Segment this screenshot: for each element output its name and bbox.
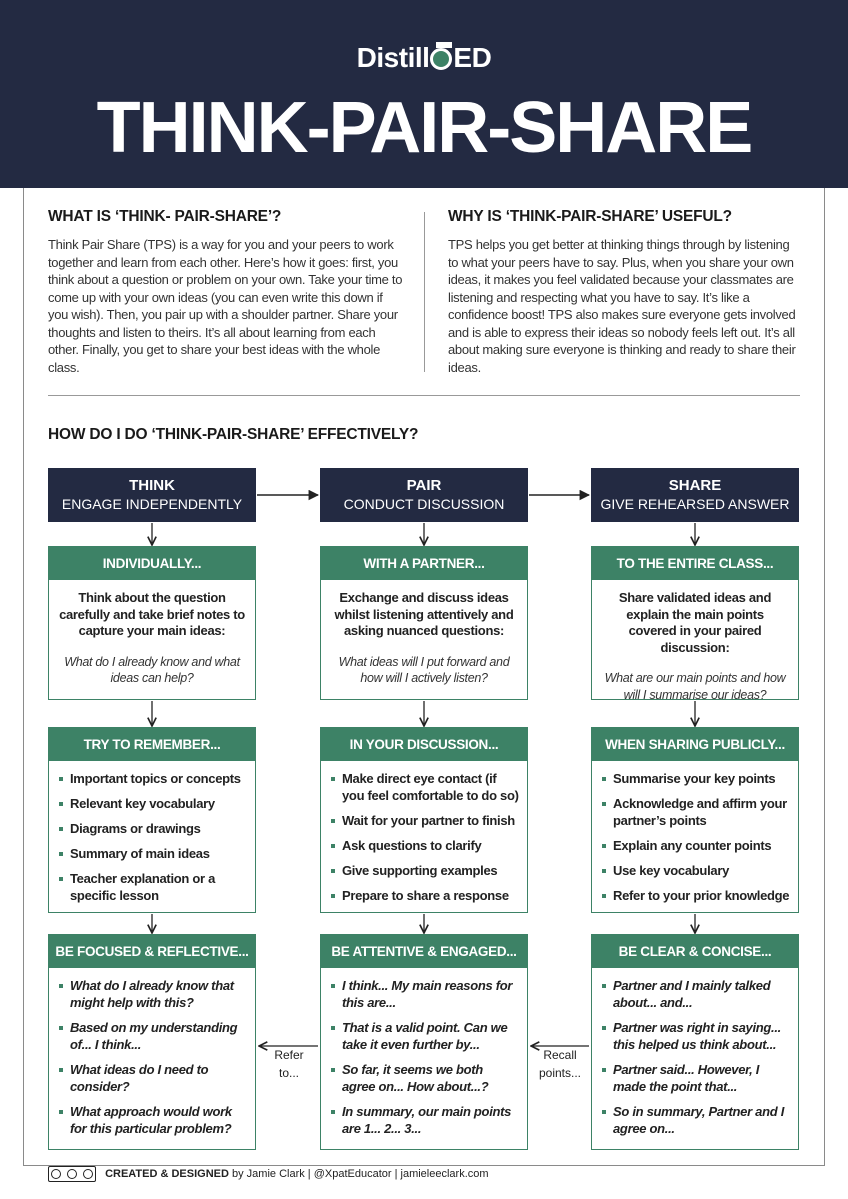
page-title: THINK-PAIR-SHARE [96,88,752,168]
share-class-box [591,546,799,700]
recall-label-line1: Recall [543,1048,577,1062]
list-item: Summarise your key points [602,771,790,788]
list-item: Partner was right in saying... this helped us think about... [602,1020,790,1053]
footer-credit: by Jamie Clark | @XpatEducator | jamieleeclark.com [232,1167,489,1180]
refer-label-line1: Refer [274,1048,304,1062]
intro-divider [424,212,425,372]
box-heading: TRY TO REMEMBER... [49,728,255,761]
why-heading: WHY IS ‘THINK-PAIR-SHARE’ USEFUL? [448,208,732,225]
box-heading: INDIVIDUALLY... [49,547,255,580]
list-item: Use key vocabulary [602,863,790,880]
share-stage-header [591,468,799,522]
refer-label-line2: to... [278,1066,299,1080]
logo-text-left: Distill [356,42,430,73]
list-item: So far, it seems we both agree on... How about...? [331,1062,519,1095]
list-item: In summary, our main points are 1... 2... 3... [331,1104,519,1137]
stage-subtitle: CONDUCT DISCUSSION [343,496,505,512]
recall-label [532,1046,588,1082]
list-item: Diagrams or drawings [59,821,247,838]
pair-discussion-box [320,727,528,913]
list-item: Give supporting examples [331,863,519,880]
list-item: Wait for your partner to finish [331,813,519,830]
what-text: Think Pair Share (TPS) is a way for you and your peers to work together and learn from each other. Here’s how it goes: first, you think about a question or problem on your own. Take your time to come up with your own ideas (you can even write this down if you wish). Then, you pair up with a shoulder partner. Share your thoughts and listen to theirs. It’s all about learning from each other. Finally, you get to share your best ideas with the whole class. [48,237,403,375]
list-item: Teacher explanation or a specific lesson [59,871,247,904]
box-heading: TO THE ENTIRE CLASS... [592,547,798,580]
stage-title: SHARE [668,477,722,494]
list-item: Relevant key vocabulary [59,796,247,813]
box-question: What are our main points and how will I summarise our ideas? [604,671,786,702]
list-item: Explain any counter points [602,838,790,855]
why-text: TPS helps you get better at thinking things through by listening to what your peers have to say. Plus, when you share your own ideas, it makes you feel validated because your classmates are listening and respecting what you have to say. It’s like a confidence boost! TPS also makes sure everyone gets involved and is able to express their ideas so nobody feels left out. It’s all about making sure everyone is thinking and ready to share their ideas. [448,237,796,375]
list-item: So in summary, Partner and I agree on... [602,1104,790,1137]
list-item: I think... My main reasons for this are... [331,978,519,1011]
think-column [48,468,256,1152]
footer-created: CREATED & DESIGNED [105,1167,229,1180]
logo-text-right: ED [453,42,492,73]
list-item: Refer to your prior knowledge [602,888,790,905]
pair-stage-header [320,468,528,522]
list-item: What approach would work for this particular problem? [59,1104,247,1137]
list-item: Partner and I mainly talked about... and... [602,978,790,1011]
think-remember-box [48,727,256,913]
box-heading: IN YOUR DISCUSSION... [321,728,527,761]
think-individually-box [48,546,256,700]
list-item: Based on my understanding of... I think... [59,1020,247,1053]
list-item: That is a valid point. Can we take it even further by... [331,1020,519,1053]
list-item: What do I already know that might help with this? [59,978,247,1011]
box-heading: BE CLEAR & CONCISE... [592,935,798,968]
pair-column [320,468,528,1152]
refer-label [262,1046,316,1082]
nc-icon [83,1169,93,1179]
distilled-logo [0,42,848,74]
stage-subtitle: ENGAGE INDEPENDENTLY [61,496,243,512]
list-item: Partner said... However, I made the point that... [602,1062,790,1095]
why-section [448,208,802,376]
how-heading: HOW DO I DO ‘THINK-PAIR-SHARE’ EFFECTIVELY? [48,426,419,443]
what-section [48,208,403,376]
box-instruction: Think about the question carefully and take brief notes to capture your main ideas: [59,590,245,638]
recall-label-line2: points... [538,1066,582,1080]
think-focused-box [48,934,256,1150]
box-heading: WITH A PARTNER... [321,547,527,580]
share-column [591,468,799,1152]
pair-partner-box [320,546,528,700]
list-item: Prepare to share a response [331,888,519,905]
share-clear-box [591,934,799,1150]
pair-attentive-box [320,934,528,1150]
list-item: Make direct eye contact (if you feel comfortable to do so) [331,771,519,804]
box-heading: BE ATTENTIVE & ENGAGED... [321,935,527,968]
list-item: Important topics or concepts [59,771,247,788]
list-item: Acknowledge and affirm your partner’s points [602,796,790,829]
stage-title: PAIR [406,477,442,494]
stage-title: THINK [129,477,175,494]
cc-icon [51,1169,61,1179]
box-heading: BE FOCUSED & REFLECTIVE... [49,935,255,968]
box-instruction: Exchange and discuss ideas whilst listening attentively and asking nuanced questions: [334,590,514,638]
list-item: Ask questions to clarify [331,838,519,855]
by-icon [67,1169,77,1179]
box-question: What ideas will I put forward and how will I actively listen? [338,654,510,685]
graduation-cap-icon [436,42,452,48]
flask-icon [430,48,452,70]
header-banner [0,0,848,188]
stage-subtitle: GIVE REHEARSED ANSWER [600,496,790,512]
box-heading: WHEN SHARING PUBLICLY... [592,728,798,761]
think-stage-header [48,468,256,522]
box-instruction: Share validated ideas and explain the main points covered in your paired discussion: [618,590,772,655]
section-divider [48,395,800,396]
list-item: Summary of main ideas [59,846,247,863]
list-item: What ideas do I need to consider? [59,1062,247,1095]
what-heading: WHAT IS ‘THINK- PAIR-SHARE’? [48,208,282,225]
footer [48,1166,808,1186]
creative-commons-badge [48,1166,96,1182]
share-publicly-box [591,727,799,913]
box-question: What do I already know and what ideas can help? [64,654,240,685]
